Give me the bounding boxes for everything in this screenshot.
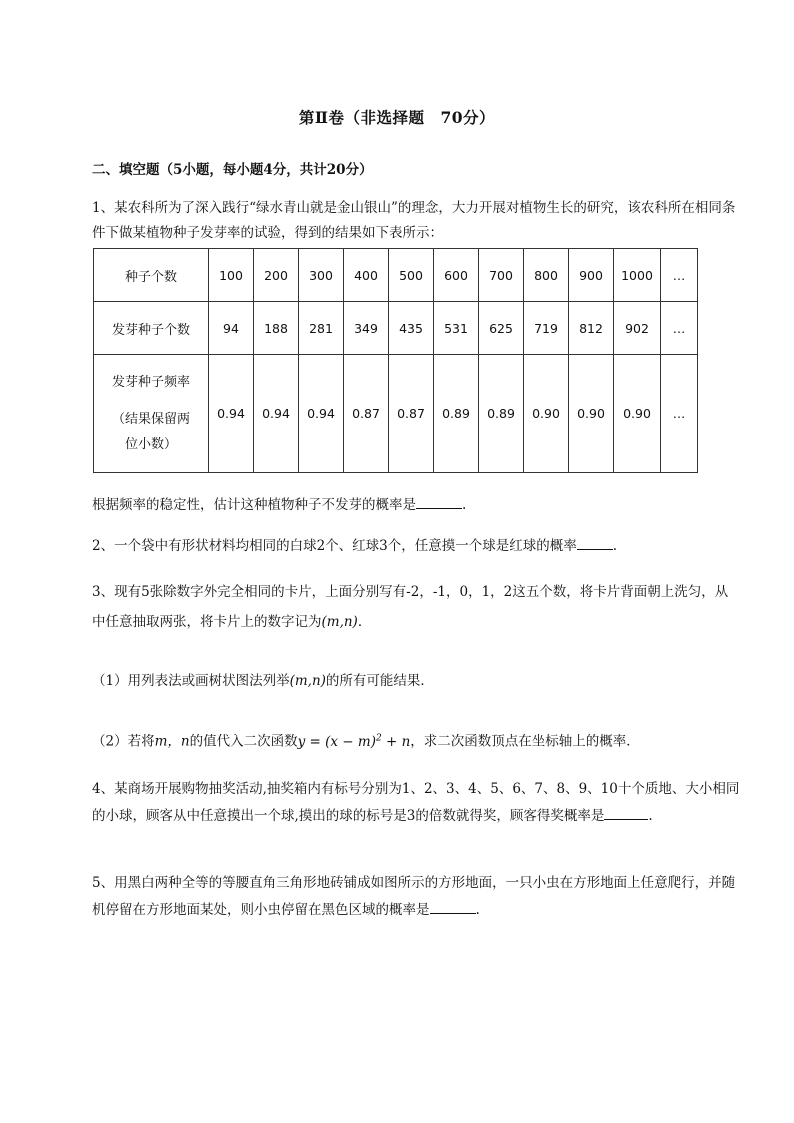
- table-row-germinated: [94, 302, 698, 355]
- table-row-label: [94, 355, 209, 473]
- table-cell: …: [661, 355, 698, 473]
- table-cell: …: [661, 249, 698, 302]
- table-cell: 0.90: [524, 355, 569, 473]
- section-title: 第Ⅱ卷（非选择题 70分）: [298, 108, 496, 127]
- punctuation: .: [612, 538, 618, 554]
- germination-table: [93, 248, 698, 473]
- table-cell: 0.89: [434, 355, 479, 473]
- question-1-question: 根据频率的稳定性，估计这种植物种子不发芽的概率是: [92, 497, 416, 513]
- table-cell: 625: [479, 302, 524, 355]
- question-1-intro: [92, 196, 740, 246]
- question-4-text: 4、某商场开展购物抽奖活动,抽奖箱内有标号分别为1、2、3、4、5、6、7、8、9、10十个质地、大小相同的小球，顾客从中任意摸出一个球,摸出的球的标号是3的倍数就得奖，顾客得奖概率是: [92, 781, 740, 824]
- table-cell: 94: [209, 302, 254, 355]
- table-cell: 0.89: [479, 355, 524, 473]
- vars-mn: m，n: [154, 733, 190, 750]
- table-cell: 188: [254, 302, 299, 355]
- table-cell: 1000: [614, 249, 661, 302]
- question-3-sub-1: [92, 669, 740, 694]
- row-label-line: （结果保留两: [111, 412, 190, 427]
- question-2: [92, 534, 740, 559]
- part-heading: 二、填空题（5小题，每小题4分，共计20分）: [92, 162, 373, 178]
- sub-question-text: （1）用列表法或画树状图法列举: [92, 673, 290, 689]
- table-cell: 902: [614, 302, 661, 355]
- question-5-text: 5、用黑白两种全等的等腰直角三角形地砖铺成如图所示的方形地面，一只小虫在方形地面上任意爬行，并随机停留在方形地面某处，则小虫停留在黑色区域的概率是: [92, 875, 736, 918]
- formula-exponent: 2: [375, 733, 382, 743]
- question-1-ask: [92, 493, 740, 518]
- table-row-seeds: [94, 249, 698, 302]
- table-cell: 300: [299, 249, 344, 302]
- formula-tail: + n: [381, 733, 411, 750]
- table-cell: 0.87: [344, 355, 389, 473]
- sub-question-text: ，求二次函数顶点在坐标轴上的概率．: [410, 733, 640, 750]
- table-cell: 531: [434, 302, 479, 355]
- table-cell: 0.90: [614, 355, 661, 473]
- question-4: [92, 776, 740, 830]
- table-cell: 0.94: [209, 355, 254, 473]
- punctuation: ．: [357, 614, 372, 630]
- table-cell: 200: [254, 249, 299, 302]
- sub-question-text: 的所有可能结果．: [325, 673, 434, 689]
- answer-blank[interactable]: [430, 899, 476, 914]
- table-cell: 0.87: [389, 355, 434, 473]
- row-label-line: 位小数）: [124, 437, 177, 452]
- answer-blank[interactable]: [604, 805, 648, 820]
- quadratic-formula: [298, 734, 411, 750]
- table-cell: 800: [524, 249, 569, 302]
- table-row-frequency: [94, 355, 698, 473]
- pair-mn: (m,n): [289, 673, 326, 689]
- table-cell: 500: [389, 249, 434, 302]
- table-cell: 812: [569, 302, 614, 355]
- table-cell: …: [661, 302, 698, 355]
- pair-mn: (m,n): [321, 614, 358, 630]
- table-row-label: 发芽种子个数: [94, 302, 209, 355]
- question-3: [92, 577, 740, 637]
- table-cell: 900: [569, 249, 614, 302]
- table-cell: 600: [434, 249, 479, 302]
- table-cell: 0.90: [569, 355, 614, 473]
- table-cell: 700: [479, 249, 524, 302]
- table-cell: 349: [344, 302, 389, 355]
- sub-question-text: （2）若将: [92, 733, 155, 750]
- question-1-text: 1、某农科所为了深入践行“绿水青山就是金山银山”的理念，大力开展对植物生长的研究，该农科所在相同条件下做某植物种子发芽率的试验，得到的结果如下表所示：: [92, 200, 736, 241]
- table-cell: 400: [344, 249, 389, 302]
- question-2-text: 2、一个袋中有形状材料均相同的白球2个、红球3个，任意摸一个球是红球的概率: [92, 538, 577, 554]
- sub-question-text: 的值代入二次函数: [189, 733, 298, 750]
- question-5: [92, 870, 740, 924]
- punctuation: .: [648, 808, 653, 824]
- answer-blank[interactable]: [577, 535, 613, 550]
- table-cell: 719: [524, 302, 569, 355]
- answer-blank[interactable]: [416, 494, 462, 509]
- punctuation: .: [462, 497, 467, 513]
- row-label-line: 发芽种子频率: [111, 375, 190, 390]
- formula-base: y = (x − m): [297, 733, 376, 750]
- table-cell: 0.94: [254, 355, 299, 473]
- table-row-label: 种子个数: [94, 249, 209, 302]
- question-3-text: 3、现有5张除数字外完全相同的卡片，上面分别写有-2，-1，0，1，2这五个数，将卡片背面朝上洗匀，从中任意抽取两张，将卡片上的数字记为: [92, 584, 729, 630]
- table-cell: 100: [209, 249, 254, 302]
- table-cell: 281: [299, 302, 344, 355]
- table-cell: 0.94: [299, 355, 344, 473]
- table-cell: 435: [389, 302, 434, 355]
- question-3-sub-2: [92, 726, 740, 755]
- punctuation: .: [475, 902, 480, 918]
